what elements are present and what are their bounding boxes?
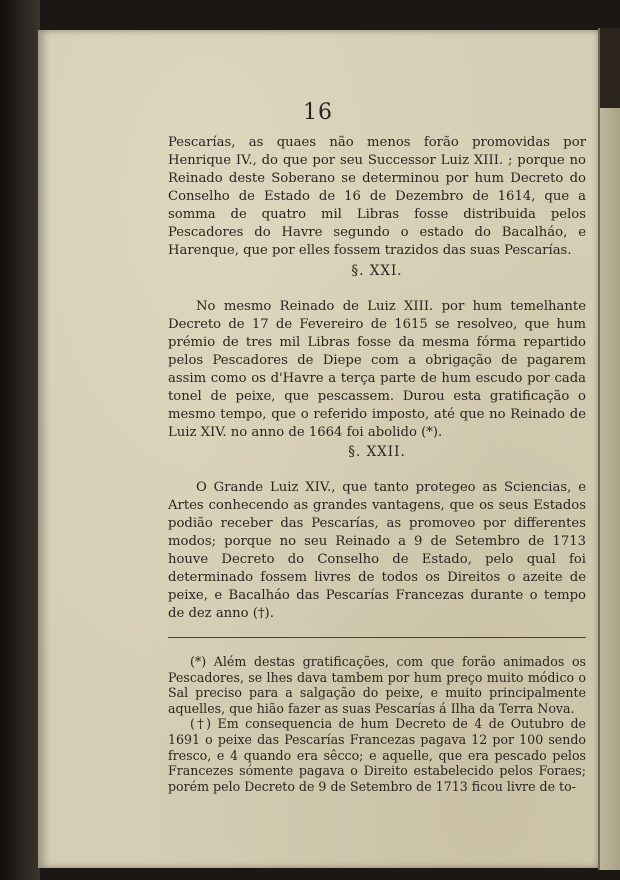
book-spine-shadow	[0, 0, 40, 880]
paragraph-3	[168, 479, 586, 623]
paragraph-2-text: No mesmo Reinado de Luiz XIII. por hum temelhante Decreto de 17 de Fevereiro de 1615 se resolveo, que hum prémio de tres mil Libras fosse da mesma fórma repartido pelos Pescadores de Diepe com a obrigação de pagarem assim como os d'Havre a terça parte de hum escudo por cada tonel de peixe, que pescassem. Durou esta gratificação o mesmo tempo, que o referido imposto, até que no Reinado de Luiz XIV. no anno de 1664 foi abolido (*).	[168, 299, 586, 440]
paragraph-3-text: O Grande Luiz XIV., que tanto protegeo as Sciencias, e Artes conhecendo as grandes vantagens, que os seus Estados podião receber das Pescarías, as promoveo por differentes modos; porque no seu Reinado a 9 de Setembro de 1713 houve Decreto do Conselho de Estado, pelo qual foi determinado fossem livres de todos os Direitos o azeite de peixe, e Bacalháo das Pescarías Francezas durante o tempo de dez anno (†).	[168, 480, 586, 621]
page-number: 16	[303, 100, 333, 125]
section-heading-xxii: §. XXII.	[348, 444, 406, 460]
footnote-divider	[168, 637, 586, 638]
paragraph-1	[168, 134, 586, 260]
paragraph-2	[168, 298, 586, 442]
footnote-dagger: (†) Em consequencia de hum Decreto de 4 de Outubro de 1691 o peixe das Pescarías Francezas pagava 12 por 100 sendo fresco, e 4 quando era sêcco; e aquelle, que era pescado pelos Francezes sómente pagava o Direito estabelecido pelos Foraes; porém pelo Decreto de 9 de Setembro de 1713 ficou livre de to-	[168, 716, 586, 794]
footnote-asterisk: (*) Além destas gratificações, com que forão animados os Pescadores, se lhes dava tambem por hum preço muito módico o Sal preciso para a salgação do peixe, e muito principalmente aquelles, que hião fazer as suas Pescarías á Ilha da Terra Nova.	[168, 654, 586, 716]
next-page-corner-shadow	[600, 28, 620, 108]
next-page-edge	[598, 28, 620, 870]
footnotes	[168, 654, 586, 794]
paragraph-1-text: Pescarías, as quaes não menos forão promovidas por Henrique IV., do que por seu Successor Luiz XIII. ; porque no Reinado deste Soberano se determinou por hum Decreto do Conselho de Estado de 16 de Dezembro de 1614, que a somma de quatro mil Libras fosse distribuida pelos Pescadores do Havre segundo o estado do Bacalháo, e Harenque, que por elles fossem trazidos das suas Pescarías.	[168, 135, 586, 258]
book-page	[38, 30, 598, 868]
section-heading-xxi: §. XXI.	[351, 263, 403, 279]
